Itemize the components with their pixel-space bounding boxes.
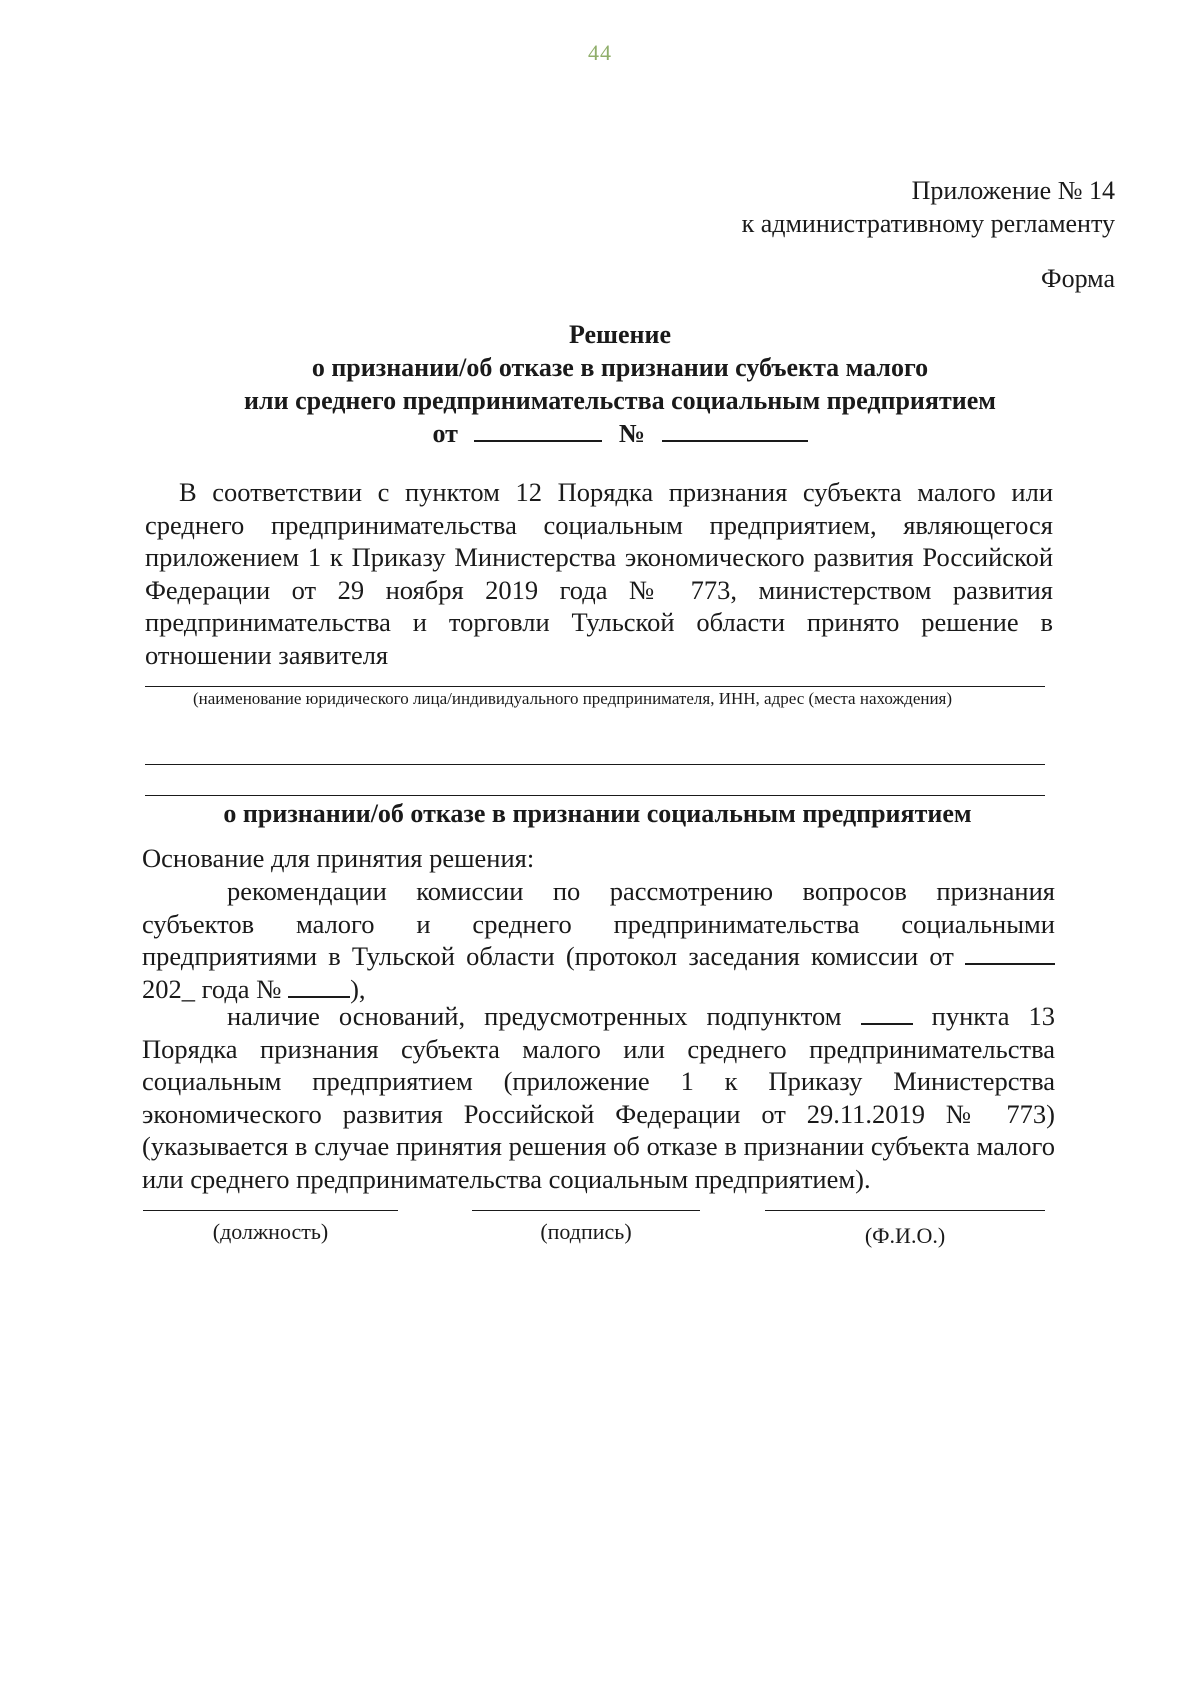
appendix-label: Приложение № 14: [911, 176, 1115, 205]
applicant-line-2[interactable]: [145, 764, 1045, 765]
commission-end-text: ),: [350, 973, 366, 1004]
page-number: 44: [588, 40, 612, 65]
date-prefix: от: [432, 419, 458, 448]
signature-line[interactable]: [472, 1210, 700, 1211]
basis-heading: Основание для принятия решения:: [142, 843, 535, 873]
applicant-note: (наименование юридического лица/индивидуального предпринимателя, ИНН, адрес (места нахождения): [193, 689, 953, 708]
grounds-text-rest: пункта 13 Порядка признания субъекта малого или среднего предпринимательства социальным предприятием (приложение 1 к Приказу Министерства экономического развития Российской Федерации от 29.11.2019 № 773) (указывается в случае принятия решения об отказе в признании субъекта малого или среднего предпринимательства социальным предприятием).: [142, 1001, 1056, 1194]
regulation-label: к административному регламенту: [741, 209, 1115, 238]
grounds-text-start: наличие оснований, предусмотренных подпунктом: [227, 1001, 842, 1031]
commission-basis: [142, 875, 1055, 1005]
title-line-1: Решение: [568, 320, 672, 349]
decision-subtitle: о признании/об отказе в признании социальным предприятием: [223, 799, 972, 828]
number-prefix: №: [618, 419, 646, 448]
title-date-number-line: [130, 417, 1110, 450]
date-blank-field[interactable]: [474, 418, 602, 442]
grounds-basis: [142, 1000, 1055, 1195]
commission-year-text: 202_ года №: [142, 973, 282, 1004]
intro-paragraph: В соответствии с пунктом 12 Порядка признания субъекта малого или среднего предпринимательства социальным предприятием, являющегося приложением 1 к Приказу Министерства экономического развития Российской Федерации от 29 ноября 2019 года № 773, министерством развития предпринимательства и торговли Тульской области принято решение в отношении заявителя: [145, 477, 1053, 670]
name-line[interactable]: [765, 1210, 1045, 1211]
position-label: (должность): [212, 1219, 329, 1244]
protocol-number-blank[interactable]: [288, 974, 350, 998]
number-blank-field[interactable]: [662, 418, 808, 442]
protocol-date-blank[interactable]: [965, 941, 1055, 965]
title-line-2: о признании/об отказе в признании субъекта малого: [311, 353, 929, 382]
document-title: [130, 318, 1110, 450]
form-label: Форма: [1041, 264, 1115, 293]
signature-label: (подпись): [540, 1219, 632, 1244]
subpoint-blank[interactable]: [861, 1001, 913, 1025]
name-label: (Ф.И.О.): [864, 1223, 946, 1248]
applicant-line-3[interactable]: [145, 795, 1045, 796]
title-line-3: или среднего предпринимательства социальным предприятием: [244, 386, 996, 415]
position-line[interactable]: [143, 1210, 398, 1211]
commission-text: рекомендации комиссии по рассмотрению вопросов признания субъектов малого и среднего предпринимательства социальными предприятиями в Тульской области (протокол заседания комиссии от: [142, 876, 1055, 971]
